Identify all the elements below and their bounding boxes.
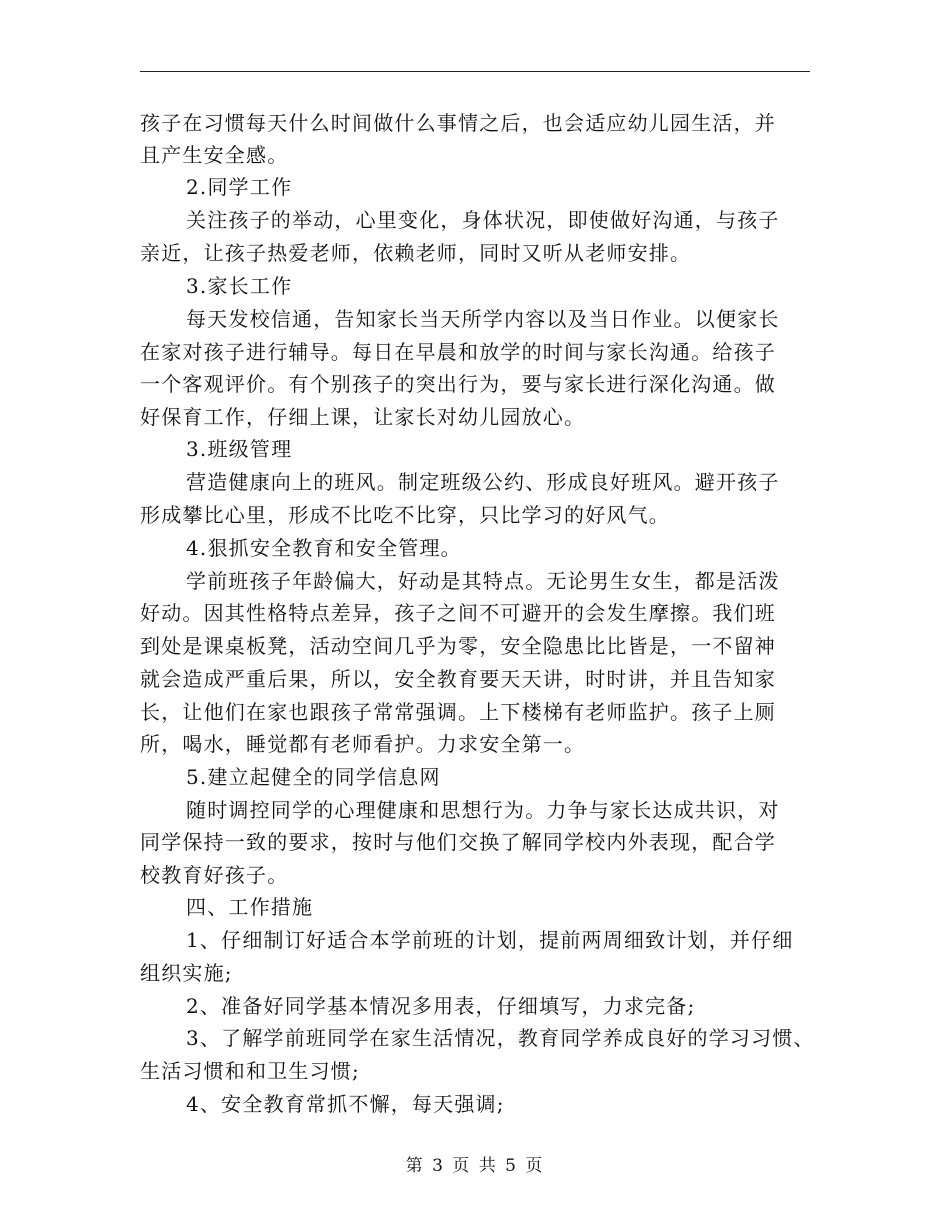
section-heading: 四、工作措施 bbox=[186, 895, 314, 919]
text-line: 所，喝水，睡觉都有老师看护。力求安全第一。 bbox=[140, 732, 586, 756]
section-heading: 3.班级管理 bbox=[186, 437, 293, 461]
text-line: 亲近，让孩子热爱老师，依赖老师，同时又听从老师安排。 bbox=[140, 241, 692, 265]
text-line: 2、准备好同学基本情况多用表，仔细填写，力求完备; bbox=[186, 994, 696, 1018]
text-line: 营造健康向上的班风。制定班级公约、形成良好班风。避开孩子 bbox=[186, 470, 780, 494]
text-line: 4、安全教育常抓不懈，每天强调; bbox=[186, 1092, 505, 1116]
header-rule bbox=[140, 71, 810, 72]
text-line: 校教育好孩子。 bbox=[140, 863, 289, 887]
page-number-footer: 第 3 页 共 5 页 bbox=[405, 1156, 545, 1176]
text-line: 就会造成严重后果，所以，安全教育要天天讲，时时讲，并且告知家 bbox=[140, 667, 776, 691]
text-line: 孩子在习惯每天什么时间做什么事情之后，也会适应幼儿园生活，并 bbox=[140, 111, 776, 135]
text-line: 长，让他们在家也跟孩子常常强调。上下楼梯有老师监护。孩子上厕 bbox=[140, 700, 776, 724]
text-line: 1、仔细制订好适合本学前班的计划，提前两周细致计划，并仔细 bbox=[186, 928, 794, 952]
text-line: 好保育工作，仔细上课，让家长对幼儿园放心。 bbox=[140, 405, 586, 429]
text-line: 生活习惯和和卫生习惯; bbox=[140, 1059, 360, 1083]
text-line: 组织实施; bbox=[140, 961, 233, 985]
text-line: 且产生安全感。 bbox=[140, 143, 289, 167]
text-line: 关注孩子的举动，心里变化，身体状况，即使做好沟通，与孩子 bbox=[186, 208, 780, 232]
section-heading: 5.建立起健全的同学信息网 bbox=[186, 765, 441, 789]
text-line: 形成攀比心里，形成不比吃不比穿，只比学习的好风气。 bbox=[140, 503, 670, 527]
text-line: 一个客观评价。有个别孩子的突出行为，要与家长进行深化沟通。做 bbox=[140, 372, 776, 396]
section-heading: 3.家长工作 bbox=[186, 274, 293, 298]
text-line: 每天发校信通，告知家长当天所学内容以及当日作业。以便家长 bbox=[186, 307, 780, 331]
text-line: 在家对孩子进行辅导。每日在早晨和放学的时间与家长沟通。给孩子 bbox=[140, 340, 776, 364]
text-line: 3、了解学前班同学在家生活情况，教育同学养成良好的学习习惯、 bbox=[186, 1026, 815, 1050]
text-line: 学前班孩子年龄偏大，好动是其特点。无论男生女生，都是活泼 bbox=[186, 569, 780, 593]
text-line: 随时调控同学的心理健康和思想行为。力争与家长达成共识，对 bbox=[186, 798, 780, 822]
section-heading: 4.狠抓安全教育和安全管理。 bbox=[186, 536, 462, 560]
text-line: 好动。因其性格特点差异，孩子之间不可避开的会发生摩擦。我们班 bbox=[140, 601, 776, 625]
text-line: 到处是课桌板凳，活动空间几乎为零，安全隐患比比皆是，一不留神 bbox=[140, 634, 776, 658]
text-line: 同学保持一致的要求，按时与他们交换了解同学校内外表现，配合学 bbox=[140, 830, 776, 854]
section-heading: 2.同学工作 bbox=[186, 175, 293, 199]
